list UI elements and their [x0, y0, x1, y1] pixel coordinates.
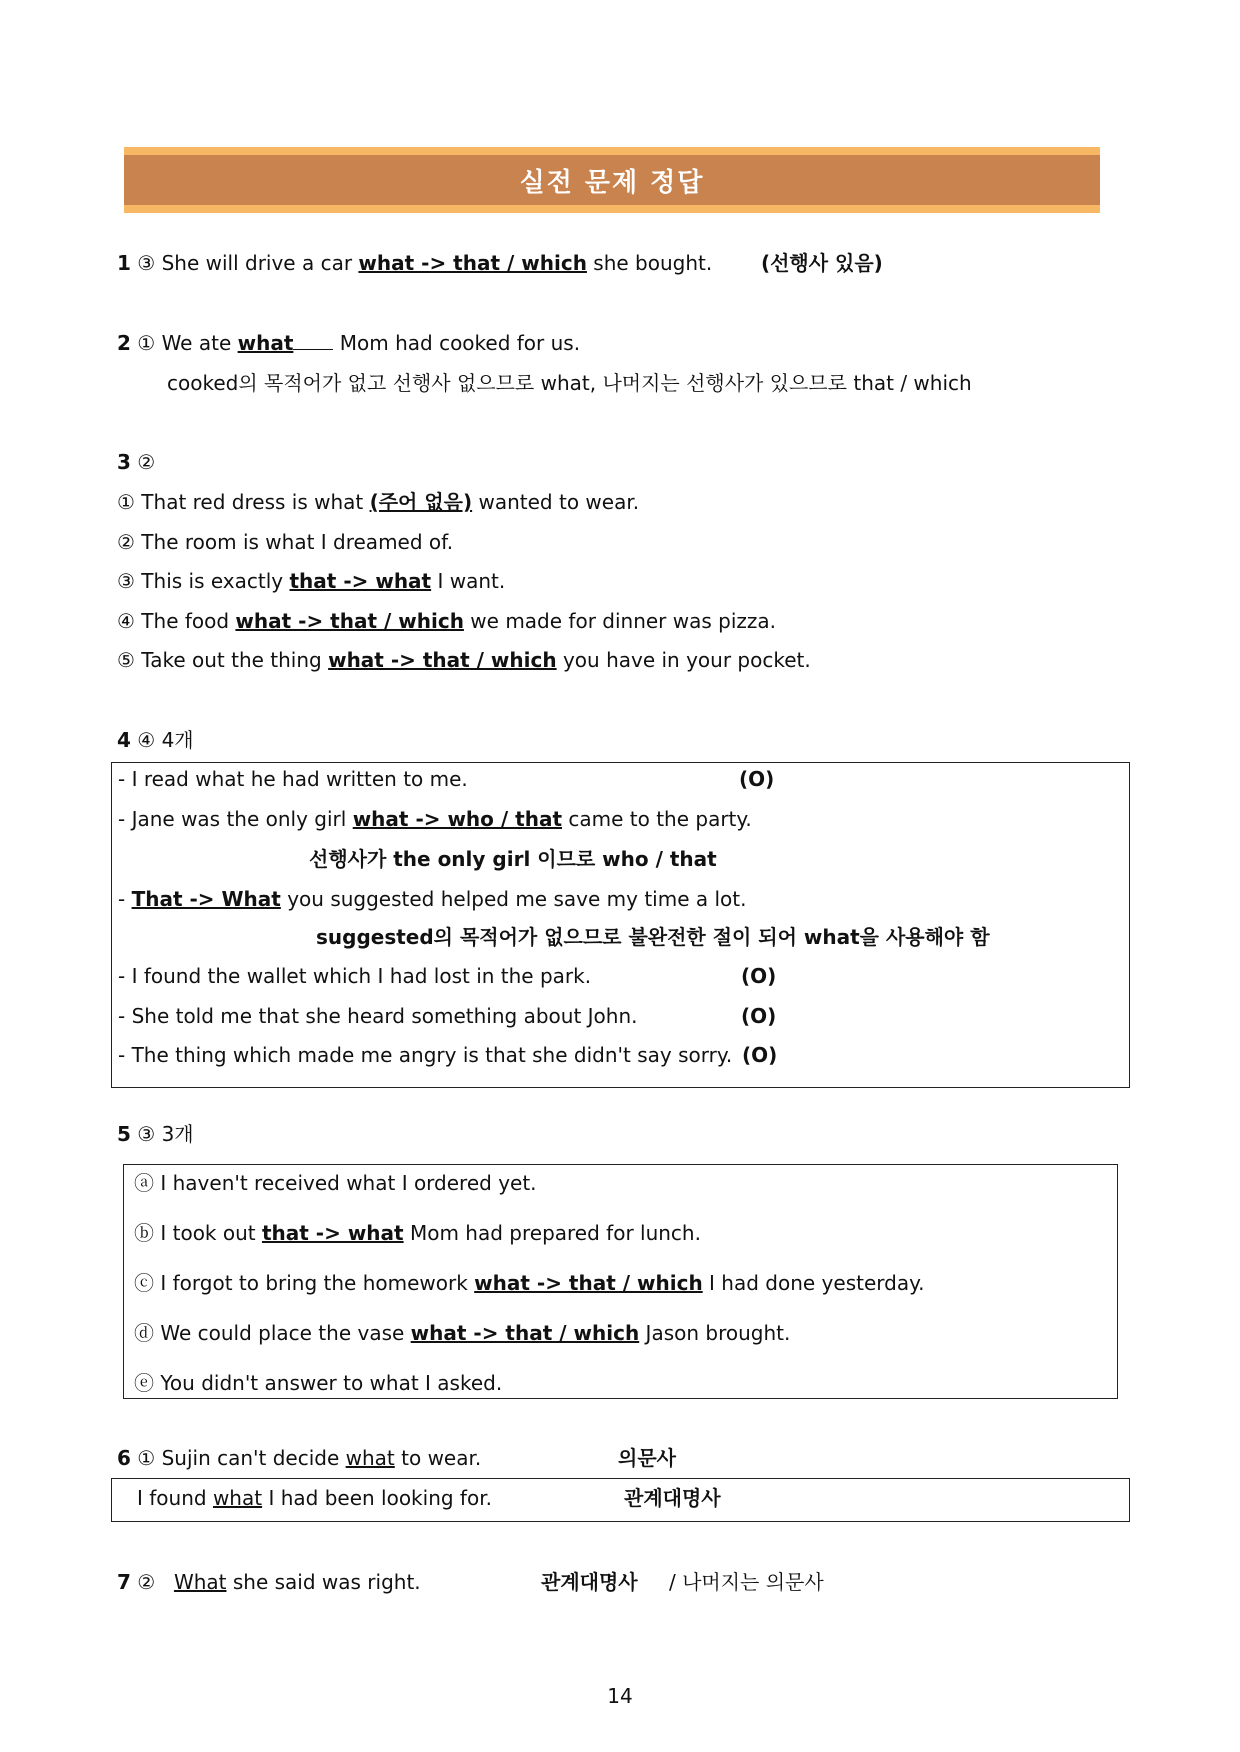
explanation: cooked의 목적어가 없고 선행사 없으므로 what, 나머지는 선행사가 있으므로 that / which — [167, 371, 972, 395]
sentence-text: That red dress is what — [141, 490, 364, 514]
underlined-word: what — [212, 1486, 263, 1510]
note: 선행사가 the only girl 이므로 who / that — [309, 847, 717, 871]
correct-mark: (O) — [742, 1043, 778, 1067]
sentence-text: Take out the thing — [141, 648, 322, 672]
sentence-line: - The thing which made me angry is that she didn't say sorry. — [118, 1043, 733, 1067]
sentence-text: - — [118, 887, 126, 911]
option-mark: ⓑ — [134, 1221, 154, 1245]
sentence-text: We ate — [161, 331, 232, 355]
question-5 — [117, 1120, 194, 1148]
option-mark: ③ — [117, 569, 135, 593]
sentence-text: Mom had cooked for us. — [339, 331, 581, 355]
sentence-text: I forgot to bring the homework — [160, 1271, 468, 1295]
answer-mark: ② — [137, 1570, 156, 1594]
note: suggested의 목적어가 없으므로 불완전한 절이 되어 what을 사용해야 함 — [316, 925, 990, 949]
question-number: 4 — [117, 728, 131, 752]
answer-mark: ① — [137, 1446, 156, 1470]
option-item — [117, 488, 639, 516]
sentence-text: I had done yesterday. — [709, 1271, 925, 1295]
grammar-tag: 관계대명사 — [624, 1486, 721, 1510]
option-mark: ⓔ — [134, 1371, 154, 1395]
underlined-word: what — [345, 1446, 395, 1470]
sentence-line — [118, 885, 746, 913]
answer-mark: ③ — [137, 251, 156, 275]
question-number: 5 — [117, 1122, 131, 1146]
option-item — [117, 567, 505, 595]
option-item — [134, 1319, 790, 1347]
option-item — [134, 1219, 701, 1247]
question-number: 1 — [117, 251, 131, 275]
page-title: 실전 문제 정답 — [124, 155, 1100, 205]
sentence-line: - I found the wallet which I had lost in the park. — [118, 964, 592, 988]
question-7 — [117, 1568, 421, 1596]
option-mark: ⓓ — [134, 1321, 154, 1345]
question-number: 2 — [117, 331, 131, 355]
sentence-text: I haven't received what I ordered yet. — [160, 1171, 537, 1195]
sentence-text: Jason brought. — [645, 1321, 791, 1345]
sentence-text: you have in your pocket. — [562, 648, 811, 672]
question-number: 6 — [117, 1446, 131, 1470]
question-2 — [117, 329, 580, 357]
answer-mark: ② — [137, 450, 156, 474]
question-number: 7 — [117, 1570, 131, 1594]
sentence-text: came to the party. — [568, 807, 752, 831]
question-3 — [117, 448, 155, 476]
correction: what -> that / which — [358, 251, 587, 275]
question-4 — [117, 726, 194, 754]
option-item — [134, 1169, 537, 1197]
sentence-text: you suggested helped me save my time a lot. — [287, 887, 747, 911]
option-mark: ② — [117, 530, 135, 554]
question-1 — [117, 249, 883, 277]
option-mark: ⑤ — [117, 648, 135, 672]
option-mark: ① — [117, 490, 135, 514]
page-number: 14 — [607, 1684, 633, 1708]
correction: what -> who / that — [352, 807, 562, 831]
sentence-text: we made for dinner was pizza. — [470, 609, 777, 633]
sentence-line: - I read what he had written to me. — [118, 767, 468, 791]
sentence-line — [118, 805, 752, 833]
correction: what -> that / which — [235, 609, 464, 633]
grammar-tag: 관계대명사 — [541, 1570, 638, 1594]
option-item — [134, 1369, 502, 1397]
option-item — [134, 1269, 924, 1297]
sentence-text: - Jane was the only girl — [118, 807, 347, 831]
grammar-tag: 의문사 — [618, 1446, 676, 1470]
sentence-line — [137, 1484, 492, 1512]
title-bar — [124, 147, 1100, 213]
sentence-line: - She told me that she heard something about John. — [118, 1004, 638, 1028]
answer-count: 3개 — [161, 1122, 194, 1146]
answer-count: 4개 — [161, 728, 194, 752]
question-6 — [117, 1444, 481, 1472]
correction: what -> that / which — [328, 648, 557, 672]
option-item — [117, 607, 776, 635]
sentence-text: We could place the vase — [160, 1321, 405, 1345]
answer-mark: ① — [137, 331, 156, 355]
option-mark: ⓐ — [134, 1171, 154, 1195]
option-mark: ④ — [117, 609, 135, 633]
correct-mark: (O) — [739, 767, 775, 791]
sentence-text: The room is what I dreamed of. — [141, 530, 454, 554]
correction: (주어 없음) — [369, 490, 473, 514]
option-item — [117, 528, 453, 556]
underlined-word: What — [173, 1570, 227, 1594]
correction: what -> that / which — [474, 1271, 703, 1295]
sentence-text: I want. — [437, 569, 506, 593]
sentence-text: I took out — [160, 1221, 256, 1245]
question-number: 3 — [117, 450, 131, 474]
correction: what -> that / which — [410, 1321, 640, 1345]
sentence-text: she said was right. — [232, 1570, 421, 1594]
sentence-text: You didn't answer to what I asked. — [160, 1371, 503, 1395]
blank-line — [293, 331, 333, 350]
note: (선행사 있음) — [760, 251, 883, 275]
sentence-text: wanted to wear. — [478, 490, 640, 514]
option-item — [117, 646, 811, 674]
sentence-text: I had been looking for. — [268, 1486, 492, 1510]
correction: that -> what — [261, 1221, 404, 1245]
sentence-text: She will drive a car — [161, 251, 353, 275]
sentence-text: Sujin can't decide — [161, 1446, 340, 1470]
correct-mark: (O) — [741, 1004, 777, 1028]
correction: That -> What — [131, 887, 281, 911]
sentence-text: The food — [141, 609, 230, 633]
answer-mark: ③ — [137, 1122, 156, 1146]
sentence-text: Mom had prepared for lunch. — [409, 1221, 701, 1245]
correct-mark: (O) — [741, 964, 777, 988]
sentence-text: to wear. — [401, 1446, 482, 1470]
note: / 나머지는 의문사 — [669, 1570, 824, 1594]
sentence-text: I found — [137, 1486, 207, 1510]
answer-word: what — [237, 331, 294, 355]
option-mark: ⓒ — [134, 1271, 154, 1295]
correction: that -> what — [289, 569, 432, 593]
sentence-text: This is exactly — [141, 569, 284, 593]
sentence-text: she bought. — [593, 251, 713, 275]
answer-mark: ④ — [137, 728, 156, 752]
